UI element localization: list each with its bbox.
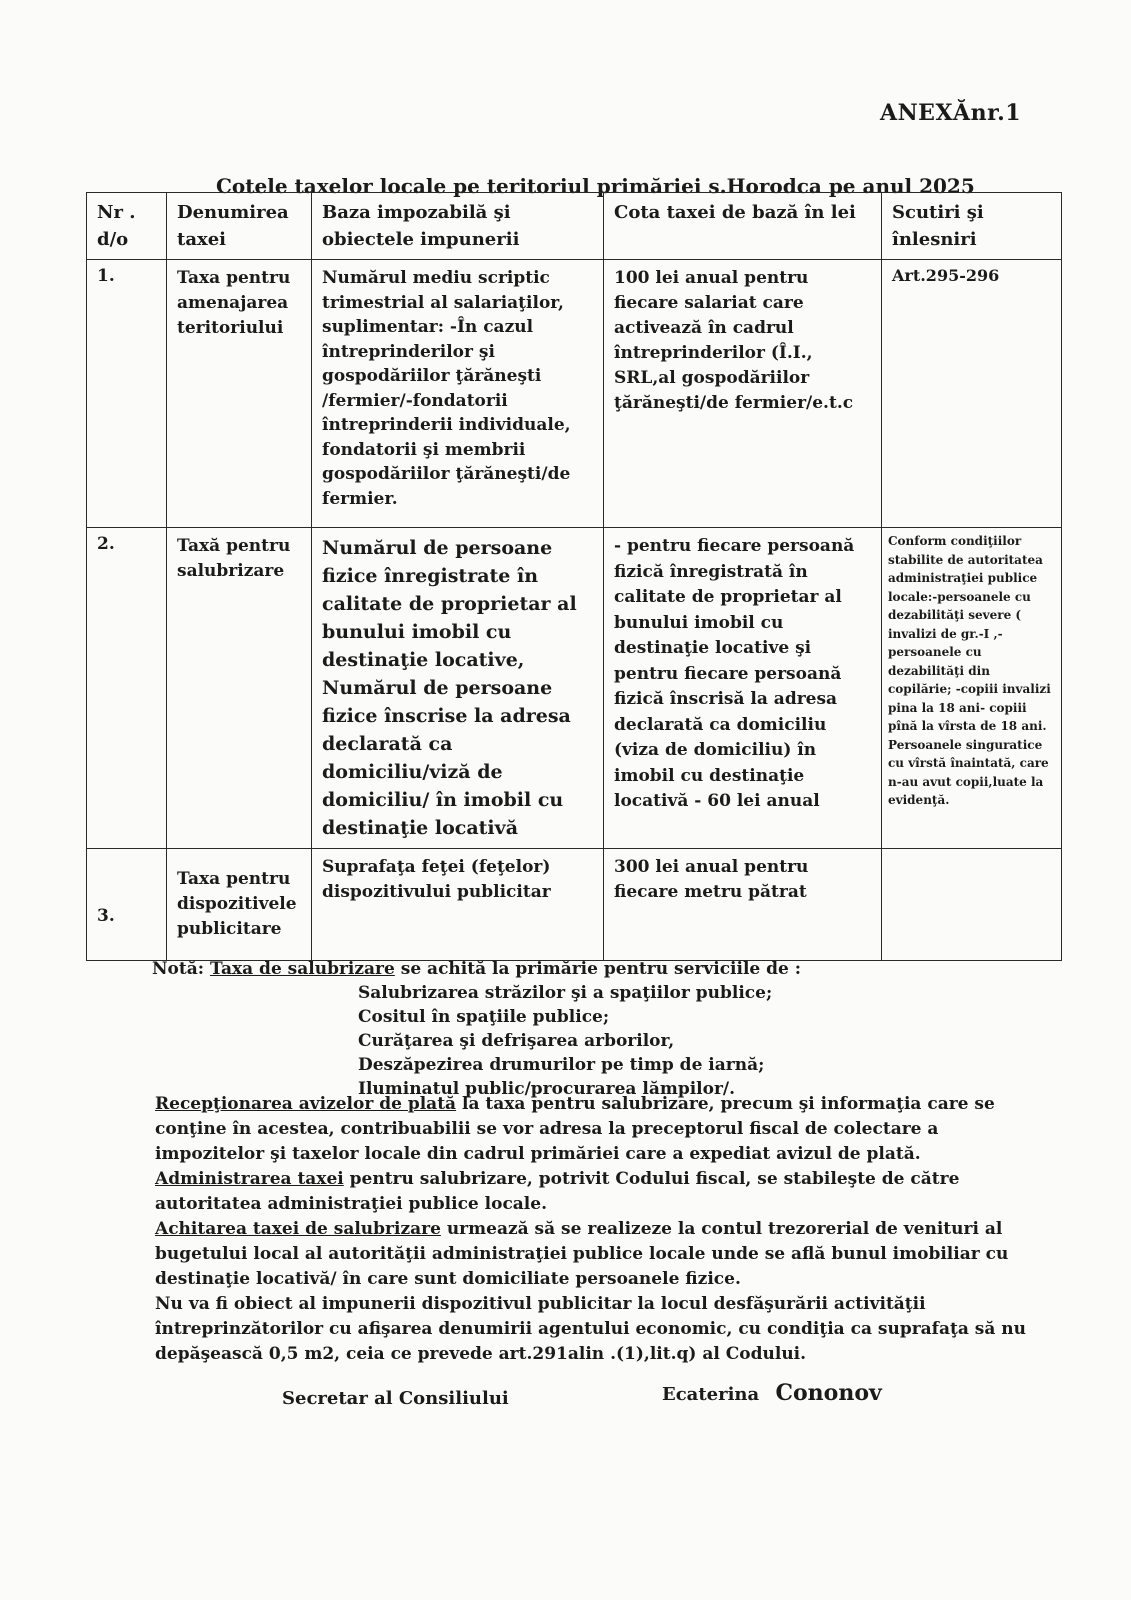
table-row	[87, 528, 1062, 849]
tax-exemptions: Art.295-296	[882, 260, 1062, 528]
list-item: Salubrizarea străzilor şi a spaţiilor publice;	[358, 983, 773, 1003]
tax-exemptions: Conform condiţiilor stabilite de autoritatea administraţiei publice locale:-persoanele cu dezabilităţi severe ( invalizi de gr.-I ,- persoanele cu dezabilităţi din copilărie; -copiii invalizi pina la 18 ani- copiii pînă la vîrsta de 18 ani. Persoanele singuratice cu vîrstă înaintată, care n-au avut copii,luate la evidenţă.	[882, 528, 1062, 849]
note-prefix: Notă:	[152, 959, 205, 979]
paragraph-label: Achitarea taxei de salubrizare	[155, 1219, 441, 1239]
tax-name: Taxă pentru salubrizare	[167, 528, 312, 849]
tax-rate: 100 lei anual pentru fiecare salariat care activează în cadrul întreprinderilor (Î.I., SRL,al gospodăriilor ţărăneşti/de fermier/e.t.c	[604, 260, 882, 528]
tax-name: Taxa pentru amenajarea teritoriului	[167, 260, 312, 528]
note-intro: se achită la primărie pentru serviciile de :	[400, 959, 802, 979]
paragraph	[155, 1292, 1035, 1367]
paragraph-text: Nu va fi obiect al impunerii dispozitivul publicitar la locul desfăşurării activităţii întreprinzătorilor cu afişarea denumirii agentului economic, cu condiţia ca suprafaţa să nu depăşească 0,5 m2, ceia ce prevede art.291alin .(1),lit.q) al Codului.	[155, 1294, 1027, 1364]
tax-base: Numărul mediu scriptic trimestrial al salariaţilor, suplimentar: -În cazul întreprinderilor şi gospodăriilor ţărăneşti /fermier/-fondatorii întreprinderii individuale, fondatorii şi membrii gospodăriilor ţărăneşti/de fermier.	[312, 260, 604, 528]
list-item: Iluminatul public/procurarea lămpilor/.	[358, 1079, 736, 1099]
row-number: 3.	[87, 849, 167, 961]
tax-base: Numărul de persoane fizice înregistrate în calitate de proprietar al bunului imobil cu destinaţie locative, Numărul de persoane fizice înscrise la adresa declarată ca domiciliu/viză de domiciliu/ în imobil cu destinaţie locativă	[312, 528, 604, 849]
paragraph	[155, 1092, 1035, 1167]
note-label: Taxa de salubrizare	[209, 959, 395, 979]
tax-rate: 300 lei anual pentru fiecare metru pătrat	[604, 849, 882, 961]
paragraph-text: urmează să se realizeze la contul trezorerial de venituri al bugetului local al autorităţii administraţiei publice locale unde se află bunul imobiliar cu destinaţie locativă/ în care sunt domiciliate persoanele fizice.	[155, 1219, 1009, 1289]
note-section	[152, 958, 1032, 1101]
note-heading	[152, 958, 1032, 981]
list-item: Curăţarea şi defrişarea arborilor,	[358, 1031, 675, 1051]
tax-exemptions	[882, 849, 1062, 961]
services-list	[152, 981, 1032, 1101]
signature-role: Secretar al Consiliului	[282, 1388, 509, 1409]
paragraph-label: Administrarea taxei	[155, 1169, 344, 1189]
paragraph-text: la taxa pentru salubrizare, precum şi informaţia care se conţine în acestea, contribuabilii se vor adresa la preceptorul fiscal de colectare a impozitelor şi taxelor locale din cadrul primăriei care a expediat avizul de plată.	[155, 1094, 995, 1164]
paragraph	[155, 1167, 1035, 1217]
row-number: 2.	[87, 528, 167, 849]
annex-label: ANEXĂnr.1	[880, 100, 1022, 126]
header-tax-base: Baza impozabilă şi obiectele impunerii	[312, 193, 604, 260]
tax-base: Suprafaţa feţei (feţelor) dispozitivului publicitar	[312, 849, 604, 961]
explanatory-paragraphs	[155, 1092, 1035, 1367]
list-item: Cositul în spaţiile publice;	[358, 1007, 610, 1027]
table-header-row	[87, 193, 1062, 260]
header-nr: Nr . d/o	[87, 193, 167, 260]
header-tax-name: Denumirea taxei	[167, 193, 312, 260]
paragraph	[155, 1217, 1035, 1292]
signature-first-name: Ecaterina	[662, 1384, 760, 1405]
header-exemptions: Scutiri şi înlesniri	[882, 193, 1062, 260]
signature-name	[662, 1380, 882, 1406]
table-row	[87, 260, 1062, 528]
tax-rate: - pentru fiecare persoană fizică înregistrată în calitate de proprietar al bunului imobil cu destinaţie locative şi pentru fiecare persoană fizică înscrisă la adresa declarată ca domiciliu (viza de domiciliu) în imobil cu destinaţie locativă - 60 lei anual	[604, 528, 882, 849]
paragraph-label: Recepţionarea avizelor de plată	[155, 1094, 457, 1114]
row-number: 1.	[87, 260, 167, 528]
table-row	[87, 849, 1062, 961]
tax-name: Taxa pentru dispozitivele publicitare	[167, 849, 312, 961]
tax-rates-table	[86, 192, 1062, 961]
signature-last-name: Cononov	[775, 1380, 882, 1406]
paragraph-text: pentru salubrizare, potrivit Codului fiscal, se stabileşte de către autoritatea administraţiei publice locale.	[155, 1169, 960, 1214]
list-item: Deszăpezirea drumurilor pe timp de iarnă;	[358, 1055, 765, 1075]
document-title: Cotele taxelor locale pe teritoriul primăriei s.Horodca pe anul 2025	[216, 174, 975, 198]
header-tax-rate: Cota taxei de bază în lei	[604, 193, 882, 260]
